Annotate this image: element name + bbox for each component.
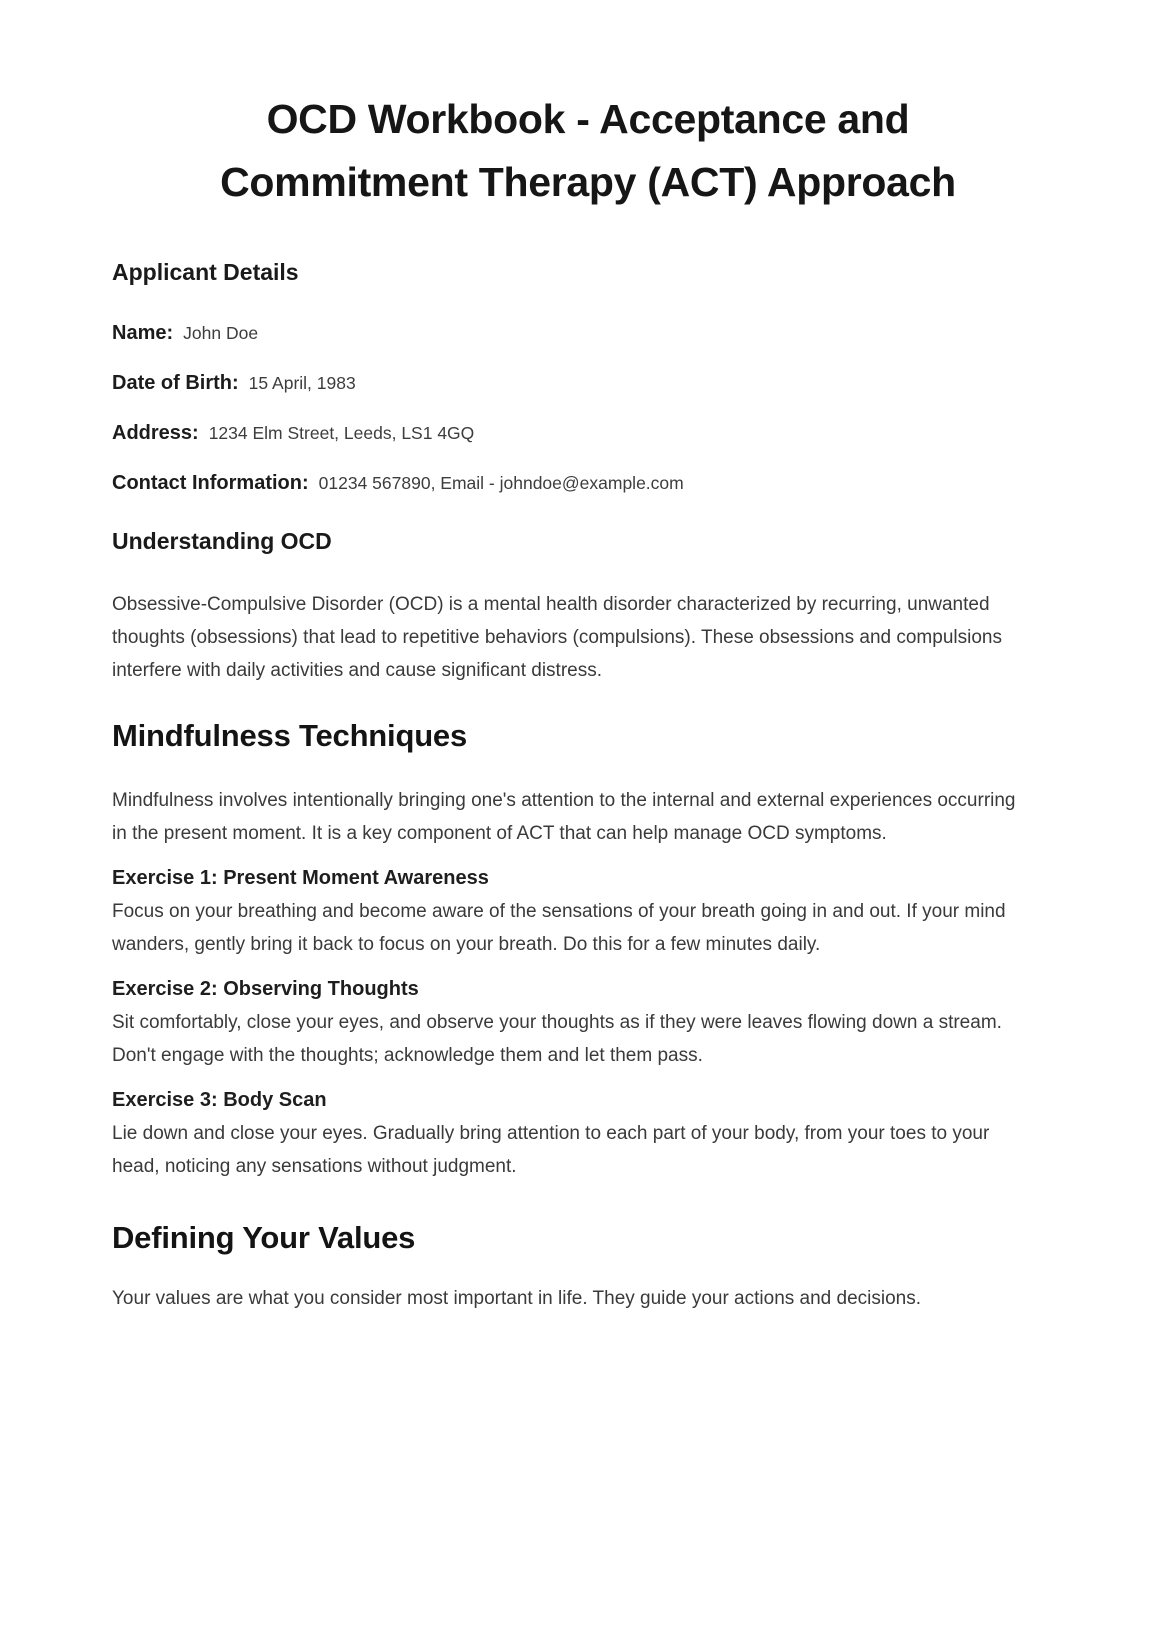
field-name (112, 317, 1064, 351)
field-address-value: 1234 Elm Street, Leeds, LS1 4GQ (208, 423, 475, 443)
exercise-2-paragraph: Sit comfortably, close your eyes, and observe your thoughts as if they were leaves flowing down a stream. Don't engage with the thoughts; acknowledge them and let them pass. (112, 1011, 1002, 1066)
defining-your-values-heading: Defining Your Values (112, 1219, 416, 1255)
understanding-ocd-paragraph: Obsessive-Compulsive Disorder (OCD) is a mental health disorder characterized by recurring, unwanted thoughts (obsessions) that lead to repetitive behaviors (compulsions). These obsessions and compulsions interfere with daily activities and cause significant distress. (112, 593, 1002, 681)
exercise-3-paragraph: Lie down and close your eyes. Gradually bring attention to each part of your body, from your toes to your head, noticing any sensations without judgment. (112, 1122, 990, 1177)
exercise-2-heading: Exercise 2: Observing Thoughts (112, 977, 419, 1000)
mindfulness-intro-paragraph: Mindfulness involves intentionally bringing one's attention to the internal and external experiences occurring in the present moment. It is a key component of ACT that can help manage OCD symptoms. (112, 789, 1016, 844)
applicant-details-section (112, 258, 1064, 501)
mindfulness-techniques-section (112, 717, 1064, 1183)
applicant-details-heading: Applicant Details (112, 259, 299, 286)
document-title: OCD Workbook - Acceptance and Commitment Therapy (ACT) Approach (220, 96, 956, 206)
field-contact-information-value: 01234 567890, Email - johndoe@example.com (318, 473, 684, 493)
mindfulness-techniques-heading: Mindfulness Techniques (112, 717, 468, 753)
field-contact-information-label: Contact Information: (112, 472, 309, 494)
field-name-value: John Doe (183, 323, 259, 343)
defining-your-values-section (112, 1219, 1064, 1315)
field-address (112, 417, 1064, 451)
field-date-of-birth-value: 15 April, 1983 (248, 373, 356, 393)
understanding-ocd-section (112, 527, 1064, 687)
field-contact-information (112, 467, 1064, 501)
field-date-of-birth (112, 367, 1064, 401)
values-intro-paragraph: Your values are what you consider most important in life. They guide your actions and decisions. (112, 1288, 922, 1310)
understanding-ocd-heading: Understanding OCD (112, 528, 332, 554)
exercise-3-heading: Exercise 3: Body Scan (112, 1088, 327, 1111)
field-name-label: Name: (112, 322, 174, 344)
field-address-label: Address: (112, 422, 199, 444)
exercise-1-heading: Exercise 1: Present Moment Awareness (112, 866, 489, 889)
field-date-of-birth-label: Date of Birth: (112, 372, 239, 394)
exercise-1-paragraph: Focus on your breathing and become aware of the sensations of your breath going in and out. If your mind wanders, gently bring it back to focus on your breath. Do this for a few minutes daily. (112, 900, 1006, 955)
